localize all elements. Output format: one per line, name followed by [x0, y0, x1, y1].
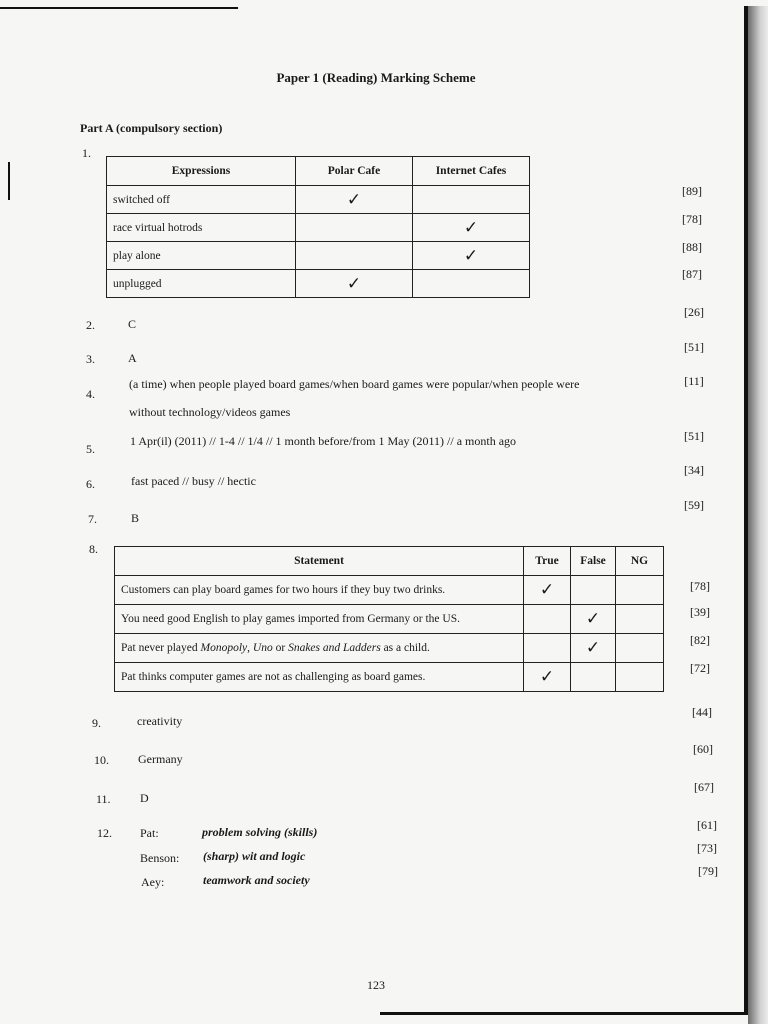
- question-number: 12.: [97, 826, 112, 840]
- bottom-rule: [380, 1012, 748, 1015]
- tick-mark: [524, 605, 571, 634]
- tick-mark: [616, 663, 664, 692]
- table-row: [107, 214, 530, 242]
- question-number: 3.: [86, 352, 95, 366]
- tick-mark: [616, 576, 664, 605]
- column-header: Statement: [115, 547, 524, 576]
- statement-cell: Customers can play board games for two hours if they buy two drinks.: [115, 576, 524, 605]
- score-label: [72]: [690, 661, 710, 675]
- score-label: [51]: [684, 340, 704, 354]
- tick-mark: [413, 270, 530, 298]
- column-header: Polar Cafe: [296, 157, 413, 186]
- table-row: [115, 634, 664, 663]
- tick-mark: ✓: [413, 242, 530, 270]
- q1-table: [106, 156, 530, 298]
- tick-mark: ✓: [296, 186, 413, 214]
- tick-mark: ✓: [413, 214, 530, 242]
- tick-mark: [524, 634, 571, 663]
- table-header-row: [107, 157, 530, 186]
- score-label: [78]: [690, 579, 710, 593]
- statement-text: Pat never played: [121, 642, 201, 654]
- column-header: NG: [616, 547, 664, 576]
- score-label: [88]: [682, 240, 702, 254]
- score-label: [34]: [684, 463, 704, 477]
- column-header: True: [524, 547, 571, 576]
- tick-mark: [296, 242, 413, 270]
- statement-text: ,: [247, 642, 253, 654]
- page-number: 123: [367, 978, 385, 992]
- answer-text-continued: without technology/videos games: [129, 405, 291, 419]
- question-number: 10.: [94, 753, 109, 767]
- score-label: [67]: [694, 780, 714, 794]
- score-label: [78]: [682, 212, 702, 226]
- answer-text: problem solving (skills): [202, 825, 318, 839]
- expression-cell: play alone: [107, 242, 296, 270]
- tick-mark: [571, 576, 616, 605]
- score-label: [51]: [684, 429, 704, 443]
- score-label: [11]: [684, 374, 704, 388]
- statement-text: as a child.: [380, 642, 430, 654]
- question-number: 6.: [86, 477, 95, 491]
- page-title: Paper 1 (Reading) Marking Scheme: [276, 70, 476, 85]
- tick-mark: ✓: [524, 576, 571, 605]
- answer-text: 1 Apr(il) (2011) // 1-4 // 1/4 // 1 month before/from 1 May (2011) // a month ago: [130, 434, 517, 448]
- margin-mark: [8, 162, 10, 200]
- answer-text: creativity: [137, 714, 183, 728]
- answer-text: (sharp) wit and logic: [203, 849, 306, 863]
- score-label: [87]: [682, 267, 702, 281]
- tick-mark: [296, 214, 413, 242]
- statement-cell: You need good English to play games imported from Germany or the US.: [115, 605, 524, 634]
- column-header: Expressions: [107, 157, 296, 186]
- statement-text: or: [272, 642, 289, 654]
- tick-mark: [571, 663, 616, 692]
- score-label: [73]: [697, 841, 717, 855]
- question-number: 5.: [86, 442, 95, 456]
- statement-cell: Pat thinks computer games are not as challenging as board games.: [115, 663, 524, 692]
- answer-text: D: [140, 791, 149, 805]
- top-rule: [0, 7, 238, 9]
- expression-cell: race virtual hotrods: [107, 214, 296, 242]
- name-label: Aey:: [141, 875, 165, 889]
- answer-text: fast paced // busy // hectic: [131, 474, 256, 488]
- answer-text: B: [131, 511, 140, 525]
- tick-mark: [616, 634, 664, 663]
- name-label: Pat:: [140, 826, 159, 840]
- answer-text: C: [128, 317, 137, 331]
- expression-cell: unplugged: [107, 270, 296, 298]
- name-label: Benson:: [140, 851, 180, 865]
- question-number: 1.: [82, 146, 91, 160]
- score-label: [79]: [698, 864, 718, 878]
- score-label: [59]: [684, 498, 704, 512]
- question-number: 11.: [96, 792, 111, 806]
- game-title: Monopoly: [200, 642, 248, 654]
- score-label: [60]: [693, 742, 713, 756]
- page-right-edge: [744, 6, 748, 1014]
- score-label: [44]: [692, 705, 712, 719]
- answer-text: teamwork and society: [203, 873, 310, 887]
- section-heading: Part A (compulsory section): [80, 121, 223, 135]
- column-header: Internet Cafes: [413, 157, 530, 186]
- tick-mark: ✓: [571, 634, 616, 663]
- tick-mark: ✓: [571, 605, 616, 634]
- question-number: 8.: [89, 542, 98, 556]
- score-label: [39]: [690, 605, 710, 619]
- page-edge-shadow: [748, 6, 768, 1024]
- table-row: [107, 242, 530, 270]
- tick-mark: [413, 186, 530, 214]
- score-label: [26]: [684, 305, 704, 319]
- question-number: 9.: [92, 716, 101, 730]
- score-label: [61]: [697, 818, 717, 832]
- table-row: [115, 576, 664, 605]
- tick-mark: ✓: [524, 663, 571, 692]
- answer-text: (a time) when people played board games/when board games were popular/when people were: [129, 377, 580, 391]
- expression-cell: switched off: [107, 186, 296, 214]
- table-row: [115, 605, 664, 634]
- table-header-row: [115, 547, 664, 576]
- game-title: Uno: [252, 642, 273, 654]
- column-header: False: [571, 547, 616, 576]
- table-row: [107, 270, 530, 298]
- statement-cell: [115, 634, 524, 663]
- tick-mark: [616, 605, 664, 634]
- question-number: 2.: [86, 318, 95, 332]
- table-row: [115, 663, 664, 692]
- score-label: [82]: [690, 633, 710, 647]
- question-number: 4.: [86, 387, 95, 401]
- answer-text: A: [128, 351, 137, 365]
- answer-text: Germany: [138, 752, 183, 766]
- game-title: Snakes and Ladders: [288, 642, 381, 654]
- table-row: [107, 186, 530, 214]
- question-number: 7.: [88, 512, 97, 526]
- tick-mark: ✓: [296, 270, 413, 298]
- q8-table: [114, 546, 664, 692]
- score-label: [89]: [682, 184, 702, 198]
